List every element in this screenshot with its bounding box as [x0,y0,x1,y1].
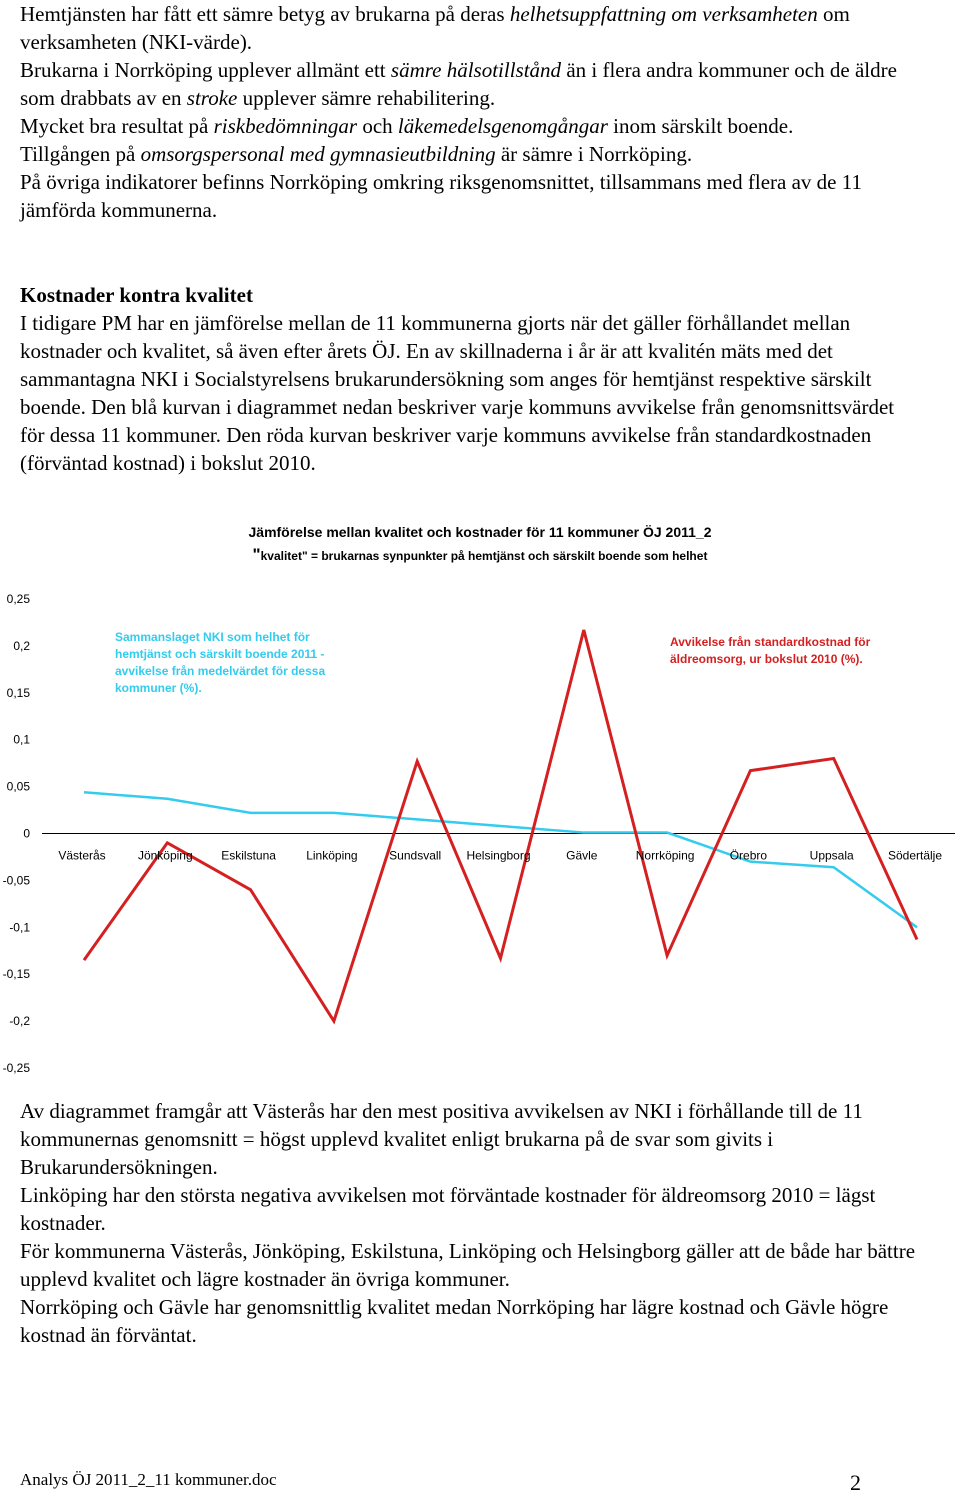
category-label: Gävle [566,848,598,863]
cost-quality-section [20,281,920,477]
y-tick-label: -0,15 [2,967,30,982]
intro-paragraph-2: Brukarna i Norrköping upplever allmänt ett sämre hälsotillstånd än i flera andra kommuner och de äldre som drabbats av en stroke upplever sämre rehabilitering. [20,58,897,110]
y-tick-label: -0,1 [9,920,30,935]
conclusion-paragraph-3: För kommunerna Västerås, Jönköping, Eskilstuna, Linköping och Helsingborg gäller att de både har bättre upplevd kvalitet och lägre kostnader än övriga kommuner. [20,1239,916,1291]
section-heading: Kostnader kontra kvalitet [20,283,253,307]
y-tick-label: 0,15 [6,685,30,700]
intro-paragraph-1: Hemtjänsten har fått ett sämre betyg av brukarna på deras helhetsuppfattning om verksamheten om verksamheten (NKI-värde). [20,2,850,54]
y-tick-label: -0,25 [2,1061,30,1075]
y-tick-label: 0,1 [13,732,30,747]
category-label: Uppsala [809,848,854,863]
y-tick-label: 0,2 [13,638,30,653]
category-label: Västerås [58,848,106,863]
category-label: Jönköping [137,848,193,863]
y-tick-label: -0,05 [2,873,30,888]
series-label-line: hemtjänst och särskilt boende 2011 - [115,647,325,661]
line-chart [0,578,960,1078]
category-label: Sundsvall [389,848,442,863]
page-number: 2 [850,1470,861,1495]
y-tick-label: 0 [23,826,30,841]
y-tick-label: -0,2 [9,1014,30,1029]
series-label-line: Avvikelse från standardkostnad för [670,635,871,649]
series-label-line: kommuner (%). [115,681,202,695]
category-label: Helsingborg [466,848,531,863]
conclusion-text [20,1097,920,1349]
section-body: I tidigare PM har en jämförelse mellan de 11 kommunerna gjorts när det gäller förhållandet mellan kostnader och kvalitet, så även efter årets ÖJ. En av skillnaderna i år är att kvalitén mäts med det sammantagna NKI i Socialstyrelsens brukarundersökning som anges för hemtjänst respektive särskilt boende. Den blå kurvan i diagrammet nedan beskriver varje kommuns avvikelse från genomsnittsvärdet för dessa 11 kommuner. Den röda kurvan beskriver varje kommuns avvikelse från standardkostnaden (förväntad kostnad) i bokslut 2010. [20,311,895,475]
category-label: Norrköping [635,848,695,863]
series-label-line: avvikelse från medelvärdet för dessa [115,664,326,678]
category-label: Linköping [306,848,358,863]
y-tick-label: 0,25 [6,592,30,606]
intro-text [20,0,920,224]
conclusion-paragraph-2: Linköping har den största negativa avvikelsen mot förväntade kostnader för äldreomsorg 2010 = lägst kostnader. [20,1183,876,1235]
footer-filename: Analys ÖJ 2011_2_11 kommuner.doc [20,1470,277,1489]
intro-paragraph-5: På övriga indikatorer befinns Norrköping omkring riksgenomsnittet, tillsammans med flera av de 11 jämförda kommunerna. [20,170,862,222]
series-label-line: Sammanslaget NKI som helhet för [115,630,310,644]
chart-title: Jämförelse mellan kvalitet och kostnader för 11 kommuner ÖJ 2011_2 [248,524,712,540]
category-label: Eskilstuna [221,848,276,863]
category-label: Örebro [729,848,768,863]
category-label: Södertälje [887,848,943,863]
intro-paragraph-3: Mycket bra resultat på riskbedömningar och läkemedelsgenomgångar inom särskilt boende. [20,114,794,138]
y-tick-label: 0,05 [6,779,30,794]
intro-paragraph-4: Tillgången på omsorgspersonal med gymnasieutbildning är sämre i Norrköping. [20,142,693,166]
conclusion-paragraph-1: Av diagrammet framgår att Västerås har den mest positiva avvikelsen av NKI i förhållande till de 11 kommunernas genomsnitt = högst upplevd kvalitet enligt brukarna på de svar som givits i Brukarundersökningen. [20,1099,863,1179]
chart-subtitle: "kvalitet" = brukarnas synpunkter på hemtjänst och särskilt boende som helhet [252,545,708,564]
series-label-line: äldreomsorg, ur bokslut 2010 (%). [670,652,863,666]
conclusion-paragraph-4: Norrköping och Gävle har genomsnittlig kvalitet medan Norrköping har lägre kostnad och Gävle högre kostnad än förväntat. [20,1295,889,1347]
